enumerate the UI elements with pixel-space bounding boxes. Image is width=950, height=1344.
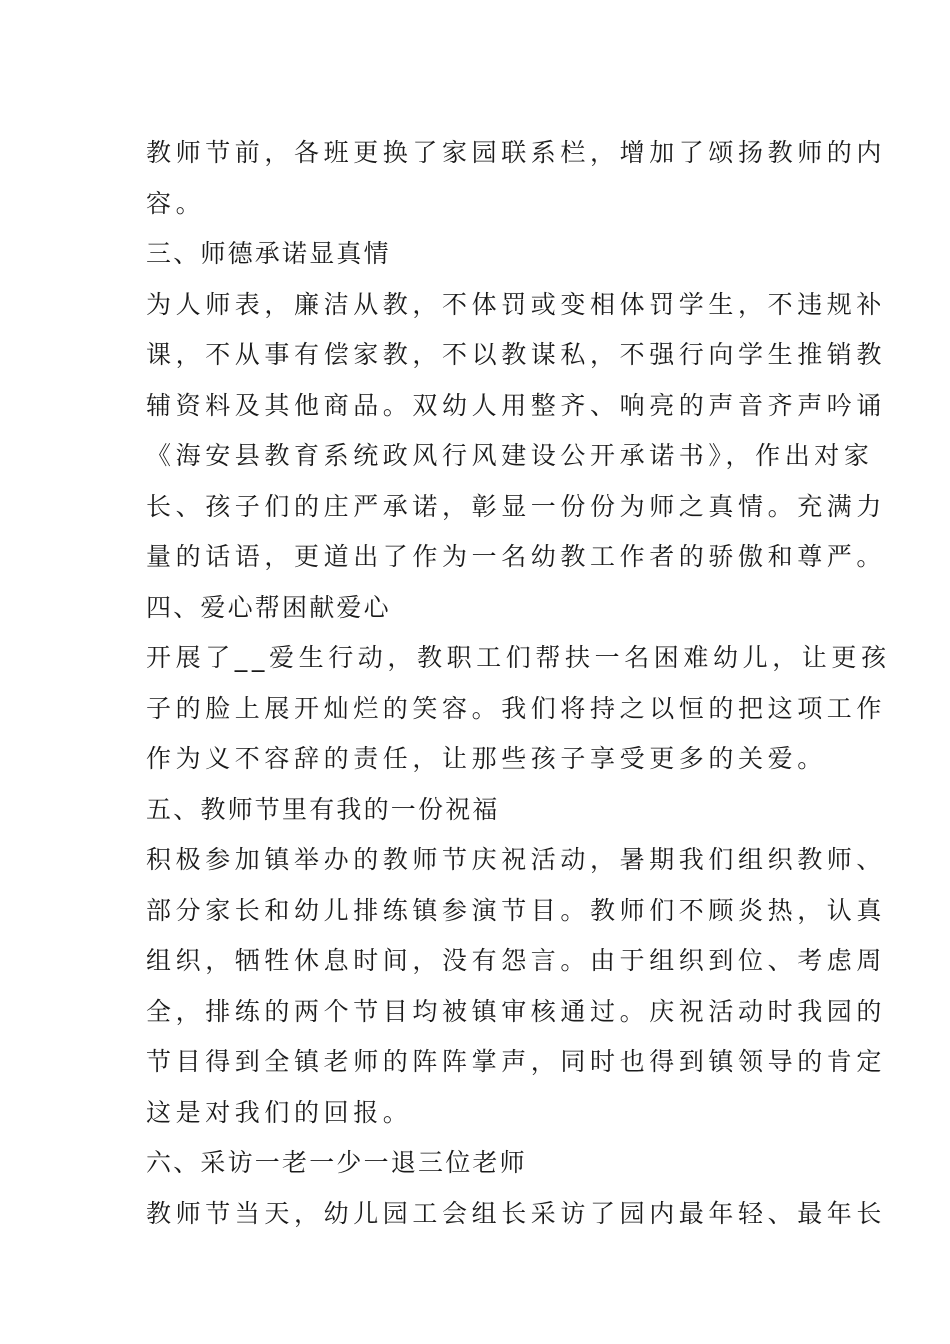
section-heading: 三、师德承诺显真情	[146, 239, 391, 268]
paragraph-line: 开展了__爱生行动，教职工们帮扶一名困难幼儿，让更孩	[146, 643, 891, 672]
section-heading: 四、爱心帮困献爱心	[146, 592, 391, 622]
paragraph-line: 教师节当天，幼儿园工会组长采访了园内最年轻、最年长	[146, 1198, 887, 1228]
paragraph-line: 部分家长和幼儿排练镇参演节目。教师们不顾炎热，认真	[146, 895, 887, 925]
paragraph-line: 这是对我们的回报。	[146, 1097, 413, 1127]
paragraph-line: 教师节前，各班更换了家园联系栏，增加了颂扬教师的内	[146, 138, 887, 167]
paragraph-line: 作为义不容辞的责任，让那些孩子享受更多的关爱。	[146, 744, 827, 773]
paragraph-line: 全，排练的两个节目均被镇审核通过。庆祝活动时我园的	[146, 996, 887, 1026]
paragraph-line: 积极参加镇举办的教师节庆祝活动，暑期我们组织教师、	[146, 845, 887, 874]
paragraph-line: 组织，牺牲休息时间，没有怨言。由于组织到位、考虑周	[146, 946, 887, 975]
paragraph-line: 长、孩子们的庄严承诺，彰显一份份为师之真情。充满力	[146, 491, 887, 521]
paragraph-line: 量的话语，更道出了作为一名幼教工作者的骄傲和尊严。	[146, 542, 887, 571]
section-heading: 六、采访一老一少一退三位老师	[146, 1148, 527, 1177]
paragraph-line: 子的脸上展开灿烂的笑容。我们将持之以恒的把这项工作	[146, 693, 887, 723]
paragraph-line: 辅资料及其他商品。双幼人用整齐、响亮的声音齐声吟诵	[146, 390, 887, 420]
paragraph-line: 《海安县教育系统政风行风建设公开承诺书》，作出对家	[146, 441, 874, 470]
paragraph-line: 节目得到全镇老师的阵阵掌声，同时也得到镇领导的肯定	[146, 1047, 887, 1076]
section-heading: 五、教师节里有我的一份祝福	[146, 794, 500, 824]
paragraph-line: 容。	[146, 188, 206, 218]
paragraph-line: 课，不从事有偿家教，不以教谋私，不强行向学生推销教	[146, 340, 887, 369]
document-body	[146, 128, 891, 1239]
paragraph-line: 为人师表，廉洁从教，不体罚或变相体罚学生，不违规补	[146, 289, 887, 319]
